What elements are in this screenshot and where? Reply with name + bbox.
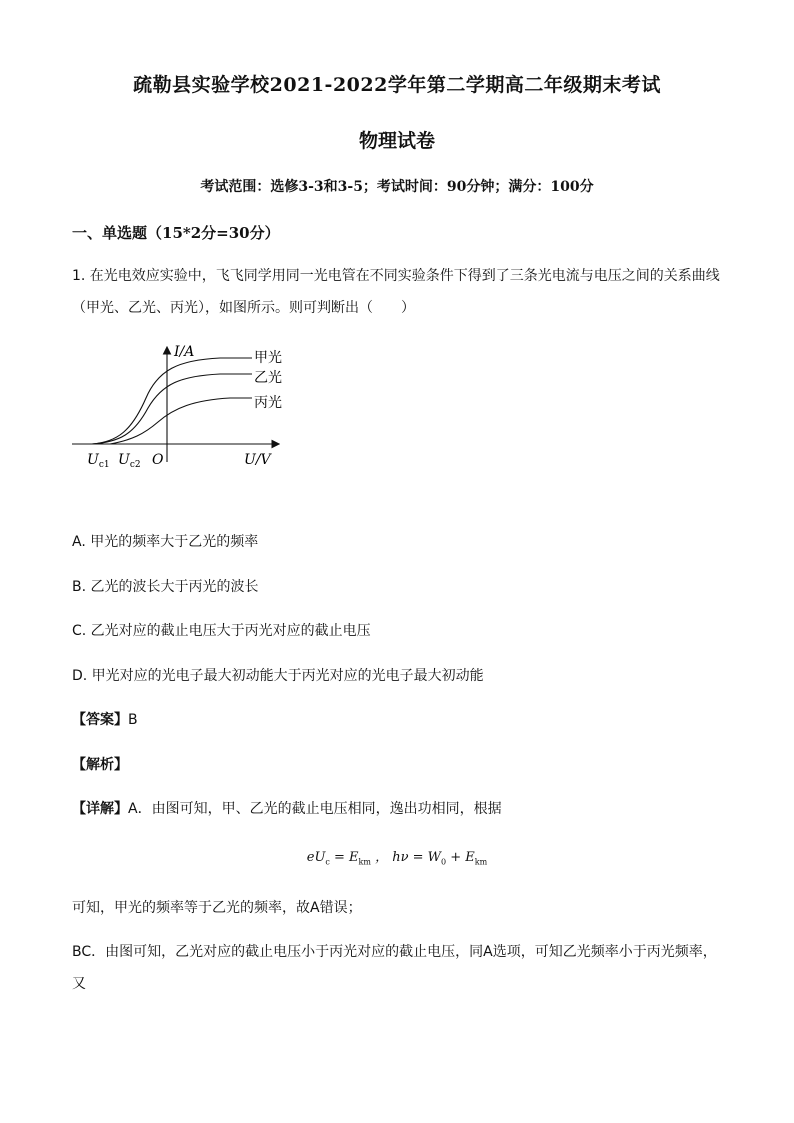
option-c: C. 乙光对应的截止电压大于丙光对应的截止电压 [72, 623, 371, 639]
answer-line [72, 710, 138, 730]
answer-value: B [128, 712, 138, 728]
detail-conclusion: 可知，甲光的频率等于乙光的频率，故A错误； [72, 900, 362, 916]
uc1-label: $U_{c1}$ [87, 452, 110, 470]
curve-label-yi: 乙光 [254, 370, 282, 386]
option-b: B. 乙光的波长大于丙光的波长 [72, 579, 259, 595]
detail-label: 【详解】 [72, 801, 128, 817]
detail-line [72, 799, 502, 819]
page-subtitle: 物理试卷 [358, 130, 435, 152]
y-axis-label: I/A [174, 344, 195, 360]
option-d: D. 甲光对应的光电子最大初动能大于丙光对应的光电子最大初动能 [72, 668, 484, 684]
detail-bc-line1: BC．由图可知，乙光对应的截止电压小于丙光对应的截止电压，同A选项，可知乙光频率小于丙光频率， [72, 944, 717, 960]
equation: $eU_c = E_{km}$ ， $h\nu = W_0 + E_{km}$ [306, 850, 488, 867]
analysis-label: 【解析】 [72, 757, 128, 773]
origin-label: O [152, 452, 164, 468]
curve-label-jia: 甲光 [254, 350, 282, 366]
detail-bc-line2: 又 [72, 976, 86, 992]
question-text-line2: （甲光、乙光、丙光），如图所示。则可判断出（ ） [72, 300, 415, 316]
photoelectric-graph [70, 338, 300, 478]
question-text-line1: 1. 在光电效应实验中，飞飞同学用同一光电管在不同实验条件下得到了三条光电流与电压之间的关系曲线 [72, 268, 720, 284]
curve-jia [72, 358, 252, 444]
exam-info: 考试范围：选修3-3和3-5；考试时间：90分钟；满分：100分 [200, 179, 594, 195]
uc2-label: $U_{c2}$ [118, 452, 141, 470]
curve-bing [110, 398, 252, 444]
x-axis-label: U/V [244, 452, 271, 468]
option-a: A. 甲光的频率大于乙光的频率 [72, 534, 259, 550]
detail-text: A．由图可知，甲、乙光的截止电压相同，逸出功相同，根据 [128, 801, 502, 817]
curve-yi [92, 374, 252, 444]
page-title: 疏勒县实验学校2021-2022学年第二学期高二年级期末考试 [133, 74, 661, 96]
answer-label: 【答案】 [72, 712, 128, 728]
curve-label-bing: 丙光 [254, 395, 282, 411]
section-heading: 一、单选题（15*2分=30分） [72, 224, 280, 242]
